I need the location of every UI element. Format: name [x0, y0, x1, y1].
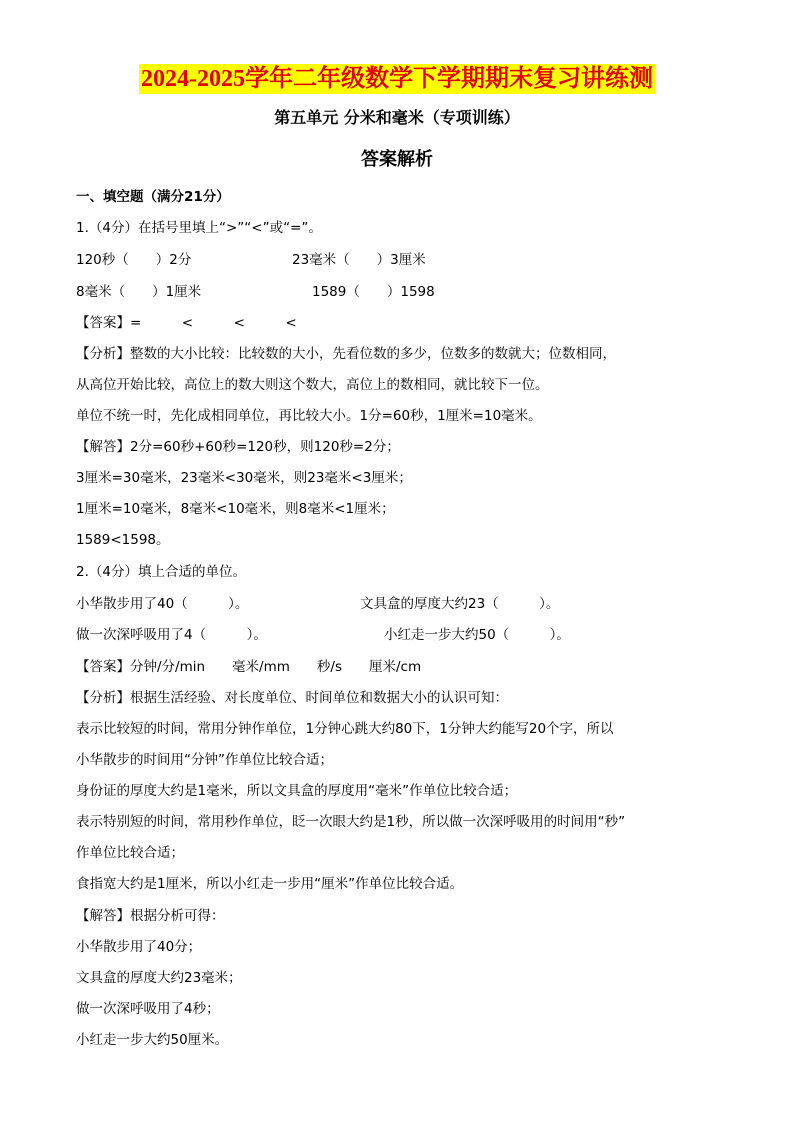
q2-prompt: 2.（4分）填上合适的单位。 [76, 564, 246, 580]
q1-row1 [76, 251, 716, 269]
main-title: 2024-2025学年二年级数学下学期期末复习讲练测 [141, 66, 653, 92]
q2-analysis-2: 表示比较短的时间，常用分钟作单位，1分钟心跳大约80下，1分钟大约能写20个字，所以 [76, 721, 614, 737]
q1-solution-4: 1589<1598。 [76, 532, 170, 548]
q2-solution-2: 小华散步用了40分； [76, 939, 202, 955]
q2-analysis-5: 表示特别短的时间，常用秒作单位，眨一次眼大约是1秒，所以做一次深呼吸用的时间用“秒” [76, 814, 626, 830]
q1-solution-3: 1厘米=10毫米，8毫米<10毫米，则8毫米<1厘米； [76, 501, 395, 517]
section-heading: 一、填空题（满分21分） [76, 189, 230, 205]
q1-row2 [76, 283, 716, 301]
q1-analysis-2: 从高位开始比较，高位上的数大则这个数大，高位上的数相同，就比较下一位。 [76, 377, 549, 393]
q1-prompt: 1.（4分）在括号里填上“>”“<”或“=”。 [76, 220, 322, 236]
q1-solution-1: 【解答】2分=60秒+60秒=120秒，则120秒=2分； [76, 439, 400, 455]
title-wrap [0, 64, 794, 94]
q1-analysis-1: 【分析】整数的大小比较：比较数的大小，先看位数的多少，位数多的数就大；位数相同， [76, 346, 616, 362]
q2-analysis-6: 作单位比较合适； [76, 845, 184, 861]
subtitle: 第五单元 分米和毫米（专项训练） [274, 108, 520, 127]
q2-solution-5: 小红走一步大约50厘米。 [76, 1032, 229, 1048]
q2-row1-right: 文具盒的厚度大约23（ ）。 [360, 596, 560, 612]
q2-row1 [76, 595, 716, 613]
q2-analysis-3: 小华散步的时间用“分钟”作单位比较合适； [76, 752, 333, 768]
q2-analysis-1: 【分析】根据生活经验、对长度单位、时间单位和数据大小的认识可知： [76, 690, 508, 706]
q1-row1-right: 23毫米（ ）3厘米 [292, 252, 426, 268]
answer-title: 答案解析 [361, 149, 433, 170]
q2-solution-1: 【解答】根据分析可得： [76, 908, 225, 924]
q2-row2 [76, 626, 716, 644]
q2-row2-left: 做一次深呼吸用了4（ ）。 [76, 627, 267, 643]
q1-row2-left: 8毫米（ ）1厘米 [76, 284, 202, 300]
q2-solution-4: 做一次深呼吸用了4秒； [76, 1001, 220, 1017]
q2-row2-right: 小红走一步大约50（ ）。 [384, 627, 570, 643]
q1-row2-right: 1589（ ）1598 [312, 284, 435, 300]
q2-analysis-4: 身份证的厚度大约是1毫米，所以文具盒的厚度用“毫米”作单位比较合适； [76, 783, 518, 799]
q2-answer: 【答案】分钟/分/min 毫米/mm 秒/s 厘米/cm [76, 659, 422, 675]
q1-row1-left: 120秒（ ）2分 [76, 252, 192, 268]
q1-solution-2: 3厘米=30毫米，23毫米<30毫米，则23毫米<3厘米； [76, 470, 412, 486]
q2-row1-left: 小华散步用了40（ ）。 [76, 596, 249, 612]
q2-solution-3: 文具盒的厚度大约23毫米； [76, 970, 242, 986]
q1-analysis-3: 单位不统一时，先化成相同单位，再比较大小。1分=60秒，1厘米=10毫米。 [76, 408, 542, 424]
q1-answer: 【答案】= < < < [76, 315, 297, 331]
q2-analysis-7: 食指宽大约是1厘米，所以小红走一步用“厘米”作单位比较合适。 [76, 876, 464, 892]
